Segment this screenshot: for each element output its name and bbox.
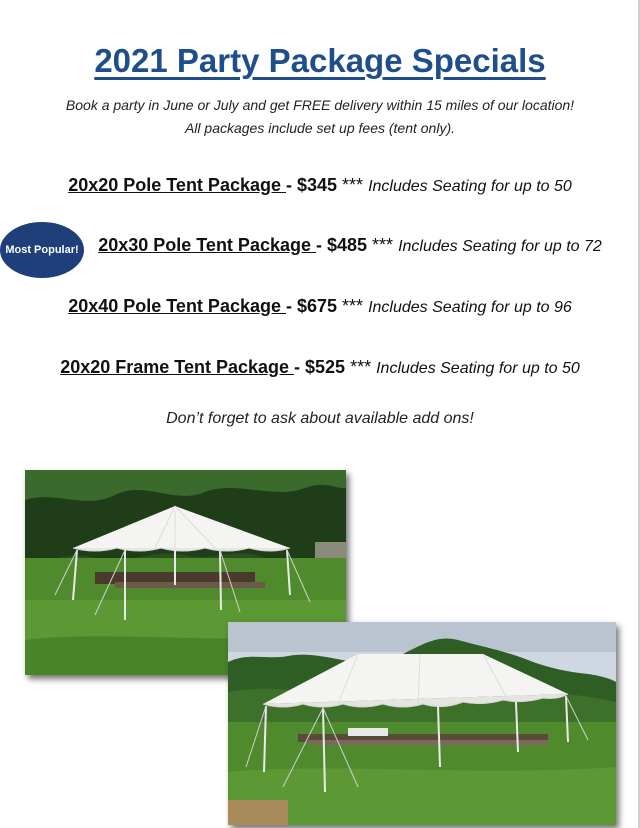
package-dash: - bbox=[294, 357, 306, 377]
package-price: $675 bbox=[297, 296, 338, 316]
package-dash: - bbox=[286, 175, 297, 195]
package-price: $345 bbox=[297, 175, 338, 195]
tent-photo-20x40 bbox=[228, 622, 616, 825]
addons-note: Don’t forget to ask about available add ons! bbox=[166, 410, 474, 427]
package-name: 20x40 Pole Tent Package bbox=[68, 296, 286, 316]
package-20x20-frame bbox=[0, 357, 640, 378]
package-stars: *** bbox=[337, 175, 369, 195]
package-dash: - bbox=[316, 235, 327, 255]
package-stars: *** bbox=[367, 235, 399, 255]
package-name: 20x20 Frame Tent Package bbox=[60, 357, 295, 377]
package-stars: *** bbox=[345, 357, 377, 377]
package-includes: Includes Seating for up to 50 bbox=[376, 360, 580, 377]
package-20x20-pole bbox=[0, 175, 640, 196]
promo-text: Book a party in June or July and get FREE delivery within 15 miles of our location! bbox=[65, 97, 575, 113]
package-name: 20x20 Pole Tent Package bbox=[68, 175, 286, 195]
package-includes: Includes Seating for up to 50 bbox=[368, 178, 572, 195]
package-20x40-pole bbox=[0, 296, 640, 317]
package-includes: Includes Seating for up to 72 bbox=[398, 238, 602, 255]
package-dash: - bbox=[286, 296, 297, 316]
most-popular-badge: Most Popular! bbox=[0, 222, 84, 278]
package-includes: Includes Seating for up to 96 bbox=[368, 299, 572, 316]
package-name: 20x30 Pole Tent Package bbox=[98, 235, 316, 255]
package-stars: *** bbox=[337, 296, 369, 316]
package-20x30-pole bbox=[30, 235, 640, 256]
package-price: $525 bbox=[305, 357, 346, 377]
package-price: $485 bbox=[327, 235, 368, 255]
page-title: 2021 Party Package Specials bbox=[94, 42, 546, 79]
setup-note: All packages include set up fees (tent only). bbox=[184, 120, 456, 136]
